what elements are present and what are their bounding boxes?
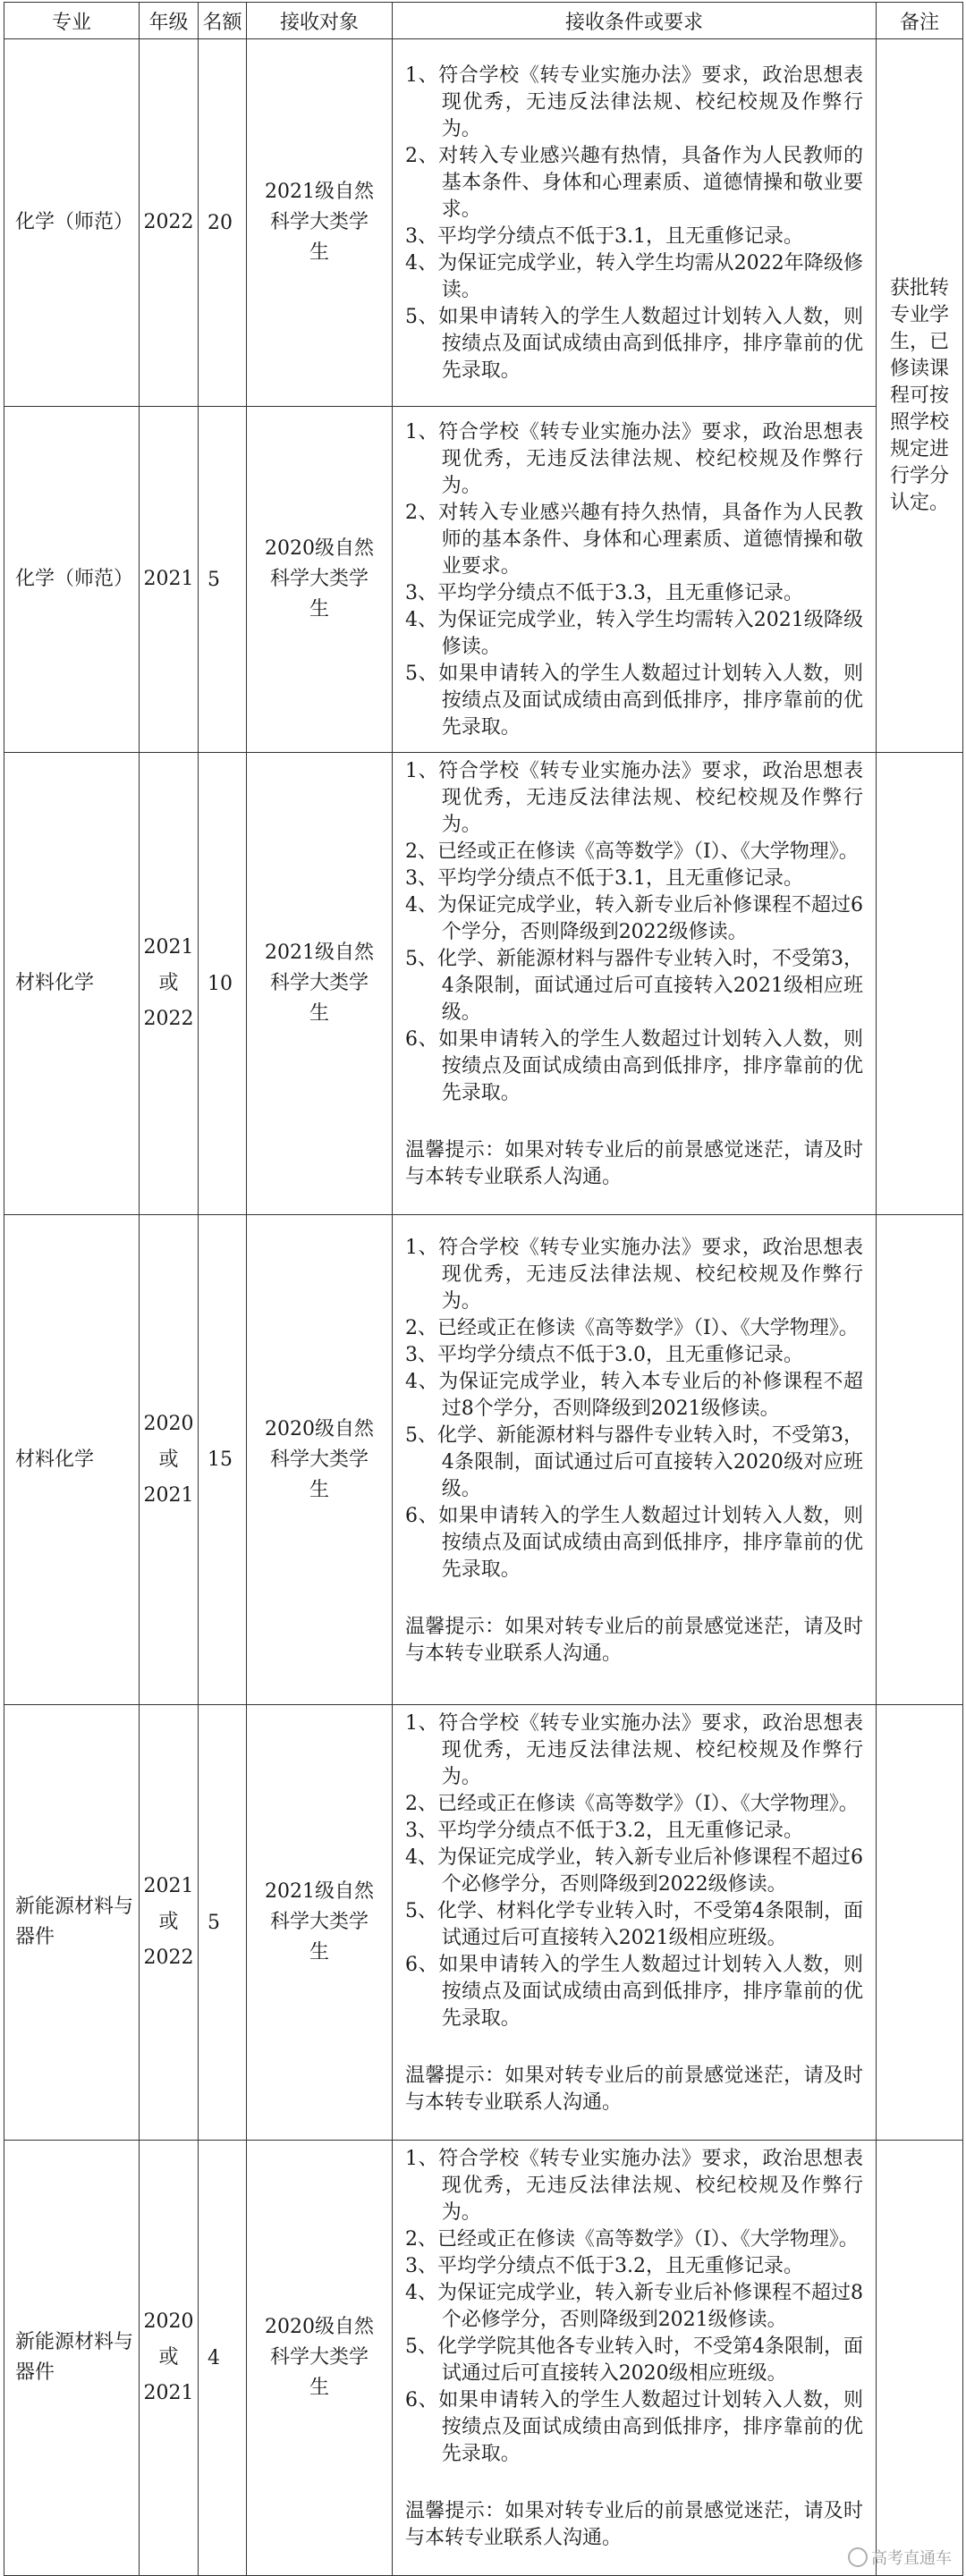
table-row [4, 753, 963, 1215]
circle-logo-icon [848, 2547, 868, 2567]
requirement-item: 2、已经或正在修读《高等数学》（Ⅰ）、《大学物理》。 [405, 1793, 859, 1815]
requirement-item: 4、为保证完成学业，转入新专业后补修课程不超过8个必修学分，否则降级到2021级修读。 [405, 2282, 863, 2331]
cell-requirements [393, 39, 877, 407]
cell-grade: 2021或2022 [140, 753, 199, 1215]
cell-grade: 2021 [140, 407, 199, 753]
requirement-item: 1、符合学校《转专业实施办法》要求，政治思想表现优秀，无违反法律法规、校纪校规及作弊行为。 [405, 1712, 863, 1788]
cell-major: 化学（师范） [4, 407, 140, 753]
cell-note-empty [877, 1705, 963, 2141]
warm-tip: 温馨提示：如果对转专业后的前景感觉迷茫，请及时与本转专业联系人沟通。 [405, 2500, 863, 2549]
cell-grade: 2022 [140, 39, 199, 407]
cell-note-empty [877, 753, 963, 1215]
header-quota: 名额 [199, 3, 247, 39]
warm-tip: 温馨提示：如果对转专业后的前景感觉迷茫，请及时与本转专业联系人沟通。 [405, 2065, 863, 2114]
warm-tip: 温馨提示：如果对转专业后的前景感觉迷茫，请及时与本转专业联系人沟通。 [405, 1139, 863, 1188]
header-major: 专业 [4, 3, 140, 39]
table-row [4, 407, 963, 753]
cell-quota: 5 [199, 407, 247, 753]
cell-major: 新能源材料与器件 [4, 2141, 140, 2576]
cell-quota: 15 [199, 1215, 247, 1705]
requirement-item: 5、化学、新能源材料与器件专业转入时，不受第3，4条限制，面试通过后可直接转入2020级对应班级。 [405, 1423, 863, 1500]
header-grade: 年级 [140, 3, 199, 39]
requirement-item: 5、如果申请转入的学生人数超过计划转入人数，则按绩点及面试成绩由高到低排序，排序靠前的优先录取。 [405, 663, 863, 739]
requirement-item: 6、如果申请转入的学生人数超过计划转入人数，则按绩点及面试成绩由高到低排序，排序靠前的优先录取。 [405, 1504, 863, 1581]
requirement-item: 2、已经或正在修读《高等数学》（Ⅰ）、《大学物理》。 [405, 2228, 859, 2251]
table-row [4, 1705, 963, 2141]
cell-major: 新能源材料与器件 [4, 1705, 140, 2141]
requirement-item: 5、化学学院其他各专业转入时，不受第4条限制，面试通过后可直接转入2020级相应班级。 [405, 2335, 863, 2385]
cell-quota: 4 [199, 2141, 247, 2576]
requirement-item: 4、为保证完成学业，转入本专业后的补修课程不超过8个学分，否则降级到2021级修读。 [405, 1370, 863, 1420]
cell-quota: 5 [199, 1705, 247, 2141]
requirement-item: 5、化学、新能源材料与器件专业转入时，不受第3，4条限制，面试通过后可直接转入2021级相应班级。 [405, 948, 863, 1024]
requirement-item: 2、已经或正在修读《高等数学》（Ⅰ）、《大学物理》。 [405, 1316, 859, 1339]
cell-requirements [393, 407, 877, 753]
requirement-item: 5、如果申请转入的学生人数超过计划转入人数，则按绩点及面试成绩由高到低排序，排序靠前的优先录取。 [405, 306, 863, 382]
cell-requirements [393, 1705, 877, 2141]
table-row [4, 1215, 963, 1705]
requirement-item: 4、为保证完成学业，转入新专业后补修课程不超过6个必修学分，否则降级到2022级修读。 [405, 1846, 863, 1896]
requirement-item: 1、符合学校《转专业实施办法》要求，政治思想表现优秀，无违反法律法规、校纪校规及作弊行为。 [405, 2148, 863, 2224]
requirement-item: 3、平均学分绩点不低于3.2，且无重修记录。 [405, 2255, 803, 2277]
cell-target: 2021级自然科学大类学生 [247, 1705, 393, 2141]
requirement-item: 3、平均学分绩点不低于3.3，且无重修记录。 [405, 582, 803, 604]
requirement-item: 3、平均学分绩点不低于3.2，且无重修记录。 [405, 1820, 803, 1842]
requirement-item: 3、平均学分绩点不低于3.0，且无重修记录。 [405, 1343, 803, 1366]
transfer-requirements-table [4, 2, 963, 2576]
cell-grade: 2020或2021 [140, 2141, 199, 2576]
watermark-text: 高考直通车 [871, 2549, 952, 2568]
cell-grade: 2021或2022 [140, 1705, 199, 2141]
requirement-item: 2、对转入专业感兴趣有热情，具备作为人民教师的基本条件、身体和心理素质、道德情操和敬业要求。 [405, 145, 863, 221]
requirement-item: 3、平均学分绩点不低于3.1，且无重修记录。 [405, 867, 803, 890]
warm-tip: 温馨提示：如果对转专业后的前景感觉迷茫，请及时与本转专业联系人沟通。 [405, 1615, 863, 1665]
table-row [4, 39, 963, 407]
cell-grade: 2020或2021 [140, 1215, 199, 1705]
cell-requirements [393, 753, 877, 1215]
cell-requirements [393, 2141, 877, 2576]
cell-target: 2021级自然科学大类学生 [247, 753, 393, 1215]
cell-major: 材料化学 [4, 1215, 140, 1705]
cell-target: 2020级自然科学大类学生 [247, 1215, 393, 1705]
requirement-item: 6、如果申请转入的学生人数超过计划转入人数，则按绩点及面试成绩由高到低排序，排序靠前的优先录取。 [405, 1954, 863, 2030]
requirement-item: 1、符合学校《转专业实施办法》要求，政治思想表现优秀，无违反法律法规、校纪校规及作弊行为。 [405, 421, 863, 497]
requirement-item: 2、对转入专业感兴趣有持久热情，具备作为人民教师的基本条件、身体和心理素质、道德情操和敬业要求。 [405, 502, 863, 578]
requirement-item: 1、符合学校《转专业实施办法》要求，政治思想表现优秀，无违反法律法规、校纪校规及作弊行为。 [405, 1236, 863, 1313]
cell-major: 化学（师范） [4, 39, 140, 407]
requirement-item: 5、化学、材料化学专业转入时，不受第4条限制，面试通过后可直接转入2021级相应班级。 [405, 1900, 863, 1949]
header-requirements: 接收条件或要求 [393, 3, 877, 39]
cell-major: 材料化学 [4, 753, 140, 1215]
header-target: 接收对象 [247, 3, 393, 39]
requirement-item: 1、符合学校《转专业实施办法》要求，政治思想表现优秀，无违反法律法规、校纪校规及作弊行为。 [405, 760, 863, 836]
table-header-row [4, 3, 963, 39]
cell-note-empty [877, 2141, 963, 2576]
cell-target: 2021级自然科学大类学生 [247, 39, 393, 407]
cell-requirements [393, 1215, 877, 1705]
requirement-item: 1、符合学校《转专业实施办法》要求，政治思想表现优秀，无违反法律法规、校纪校规及作弊行为。 [405, 64, 863, 140]
watermark [848, 2546, 952, 2569]
table-row [4, 2141, 963, 2576]
requirement-item: 2、已经或正在修读《高等数学》（Ⅰ）、《大学物理》。 [405, 840, 859, 863]
requirement-item: 4、为保证完成学业，转入新专业后补修课程不超过6个学分，否则降级到2022级修读。 [405, 894, 863, 943]
cell-note-empty [877, 1215, 963, 1705]
requirement-item: 6、如果申请转入的学生人数超过计划转入人数，则按绩点及面试成绩由高到低排序，排序靠前的优先录取。 [405, 1028, 863, 1104]
requirement-item: 4、为保证完成学业，转入学生均需从2022年降级修读。 [405, 252, 863, 301]
header-note: 备注 [877, 3, 963, 39]
cell-target: 2020级自然科学大类学生 [247, 407, 393, 753]
cell-note: 获批转专业学生，已修读课程可按照学校规定进行学分认定。 [877, 39, 963, 753]
requirement-item: 3、平均学分绩点不低于3.1，且无重修记录。 [405, 225, 803, 248]
cell-quota: 20 [199, 39, 247, 407]
cell-target: 2020级自然科学大类学生 [247, 2141, 393, 2576]
requirement-item: 6、如果申请转入的学生人数超过计划转入人数，则按绩点及面试成绩由高到低排序，排序靠前的优先录取。 [405, 2389, 863, 2465]
requirement-item: 4、为保证完成学业，转入学生均需转入2021级降级修读。 [405, 609, 863, 658]
cell-quota: 10 [199, 753, 247, 1215]
